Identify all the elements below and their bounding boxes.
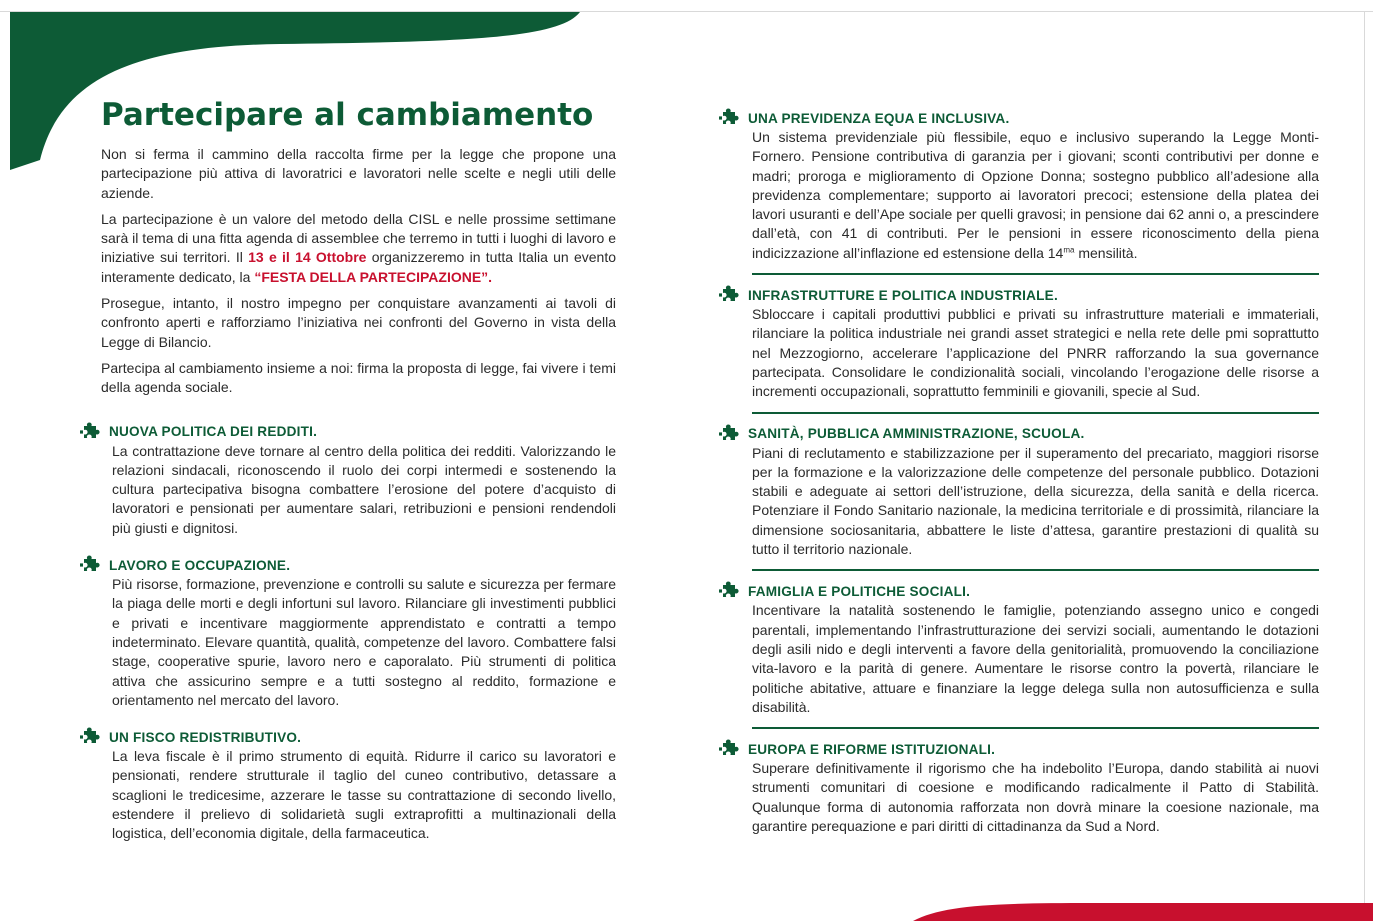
puzzle-icon bbox=[77, 422, 103, 442]
section-body: Piani di reclutamento e stabilizzazione per il superamento del precariato, maggiori risorse per la formazione e la valorizzazione delle competenze del personale pubblico. Dotazioni stabili e adeguate ai settori dell’istruzione, della sicurezza, della sanità e della ricerca. Potenziare il Fondo Sanitario nazionale, la medicina territoriale e di prossimità, rilanciare la dimensione sociosanitaria, abbattere le liste d’attesa, garantire prestazioni di qualità su tutto il territorio nazionale. bbox=[752, 444, 1319, 558]
section-title: FAMIGLIA E POLITICHE SOCIALI. bbox=[748, 583, 971, 599]
section-title: NUOVA POLITICA DEI REDDITI. bbox=[109, 424, 318, 440]
puzzle-icon bbox=[716, 581, 742, 601]
section-title: INFRASTRUTTURE E POLITICA INDUSTRIALE. bbox=[748, 287, 1058, 303]
section-body: Superare definitivamente il rigorismo che ha indebolito l’Europa, dando stabilità ai nuovi strumenti comunitari di coesione e modificando radicalmente il Patto di Stabilità. Qualunque forma di autonomia rafforzata non dovrà minare la coesione nazionale, ma garantire perequazione e pari diritti di cittadinanza da Sud a Nord. bbox=[752, 760, 1319, 835]
event-name: “FESTA DELLA PARTECIPAZIONE”. bbox=[254, 268, 493, 285]
intro-paragraph-2 bbox=[101, 210, 616, 287]
section-title: SANITÀ, PUBBLICA AMMINISTRAZIONE, SCUOLA. bbox=[748, 426, 1085, 442]
left-column bbox=[101, 145, 616, 861]
section-body bbox=[716, 128, 1319, 263]
section-fisco-redistributivo bbox=[101, 727, 616, 843]
page-right-border bbox=[1364, 11, 1365, 921]
section-divider bbox=[752, 727, 1319, 729]
puzzle-icon bbox=[716, 739, 742, 759]
section-body: La leva fiscale è il primo strumento di equità. Ridurre il carico su lavoratori e pensionati, rendere strutturale il taglio del cuneo contributivo, detassare a scaglioni le tredicesime, azzerare le tasse su contrattazione di secondo livello, estendere il prelievo di solidarietà sugli extraprofitti a multinazionali della logistica, dell’economia digitale, della farmaceutica. bbox=[112, 748, 616, 842]
section-body: La contrattazione deve tornare al centro della politica dei redditi. Valorizzando le relazioni sindacali, riconoscendo il ruolo dei corpi intermedi e sostenendo la cultura partecipativa bisogna combattere l’erosione del potere d’acquisto di lavoratori e pensionati per aumentare salari, retribuzioni e pensioni rendendoli più giusti e dignitosi. bbox=[112, 442, 616, 536]
section-heading bbox=[716, 739, 1319, 759]
section-heading bbox=[716, 424, 1319, 444]
puzzle-icon bbox=[77, 555, 103, 575]
puzzle-icon bbox=[716, 285, 742, 305]
section-heading bbox=[77, 555, 616, 575]
intro-paragraph-1: Non si ferma il cammino della raccolta firme per la legge che propone una partecipazione più attiva di lavoratrici e lavoratori nelle scelte e negli utili delle aziende. bbox=[101, 146, 616, 201]
section-heading bbox=[77, 727, 616, 747]
section-title: UN FISCO REDISTRIBUTIVO. bbox=[109, 729, 302, 745]
section-body-end: mensilità. bbox=[1074, 244, 1138, 261]
right-column bbox=[716, 108, 1319, 836]
section-heading bbox=[716, 581, 1319, 601]
intro-paragraph-2-text-2: organizzeremo in tutta Italia un evento interamente dedicato, la bbox=[101, 249, 616, 285]
section-heading bbox=[77, 422, 616, 442]
section-title: LAVORO E OCCUPAZIONE. bbox=[109, 557, 291, 573]
section-heading bbox=[716, 285, 1319, 305]
intro-paragraph-4: Partecipa al cambiamento insieme a noi: firma la proposta di legge, fai vivere i temi della agenda sociale. bbox=[101, 359, 616, 396]
section-lavoro-occupazione bbox=[101, 555, 616, 710]
section-divider bbox=[752, 273, 1319, 275]
red-corner-decoration bbox=[913, 897, 1373, 921]
intro-paragraph-3: Prosegue, intanto, il nostro impegno per conquistare avanzamenti ai tavoli di confronto aperti e rafforziamo l’iniziativa nei confronti del Governo in vista della Legge di Bilancio. bbox=[101, 295, 616, 350]
puzzle-icon bbox=[77, 727, 103, 747]
superscript-ma: ma bbox=[1063, 245, 1075, 255]
section-nuova-politica-redditi bbox=[101, 422, 616, 538]
section-body: Incentivare la natalità sostenendo le famiglie, potenziando assegno unico e congedi parentali, implementando l’infrastrutturazione dei servizi sociali, aumentando le dotazioni degli asili nido e degli interventi a favore della genitorialità, promuovendo la conciliazione vita-lavoro e la parità di genere. Aumentare le risorse contro la povertà, rilanciare le politiche abitative, attuare e finanziare la legge delega sulla non autosufficienza e sulla disabilità. bbox=[752, 602, 1319, 715]
section-europa bbox=[716, 739, 1319, 836]
page-title: Partecipare al cambiamento bbox=[101, 97, 594, 133]
section-sanita bbox=[716, 424, 1319, 560]
section-infrastrutture bbox=[716, 285, 1319, 401]
section-title: UNA PREVIDENZA EQUA E INCLUSIVA. bbox=[748, 110, 1010, 126]
event-dates: 13 e il 14 Ottobre bbox=[248, 249, 367, 266]
section-divider bbox=[752, 412, 1319, 414]
puzzle-icon bbox=[716, 108, 742, 128]
section-divider bbox=[752, 569, 1319, 571]
section-body-text: Un sistema previdenziale più flessibile, equo e inclusivo superando la Legge Monti-Fornero. Pensione contributiva di garanzia per i giovani; sconti contributivi per donne e madri; proroga e miglioramento di Opzione Donna; sostegno pubblico all’adesione alla previdenza complementare; supporto ai lavoratori precoci; estensione della platea dei lavori usuranti e dell’Ape sociale per quelli gravosi; in pensione dai 62 anni o, a prescindere dall’età, con 41 di contributi. Per le pensioni in essere riconoscimento della piena indicizzazione all’inflazione ed estensione della 14 bbox=[752, 129, 1319, 261]
intro-paragraph-2-text: La partecipazione è un valore del metodo della CISL e nelle prossime settimane sarà il tema di una fitta agenda di assemblee che terremo in tutti i luoghi di lavoro e iniziative sui territori. Il bbox=[101, 210, 616, 266]
puzzle-icon bbox=[716, 424, 742, 444]
section-body: Più risorse, formazione, prevenzione e controlli su salute e sicurezza per fermare la piaga delle morti e degli infortuni sul lavoro. Rilanciare gli investimenti pubblici e privati e incentivare maggiormente apprendistato e contratti a tempo indeterminato. Elevare quantità, qualità, competenze del lavoro. Combattere falsi stage, cooperative spurie, lavoro nero e caporalato. Più strumenti di politica attiva che assicurino sempre e a tutti sostegno al reddito, formazione e orientamento nel mercato del lavoro. bbox=[112, 576, 616, 708]
section-heading bbox=[716, 108, 1319, 128]
section-famiglia bbox=[716, 581, 1319, 717]
section-body: Sbloccare i capitali produttivi pubblici e privati su infrastrutture materiali e immateriali, rilanciare la politica industriale nei grandi asset strategici e nella rete delle pmi soprattutto nel Mezzogiorno, accelerare l’applicazione del PNRR rafforzando la sua governance partecipata. Consolidare le condizionalità sociali, vincolando l’erogazione delle risorse a incrementi occupazionali, soprattutto femminili e giovanili, specie al Sud. bbox=[752, 306, 1319, 400]
section-previdenza bbox=[716, 108, 1319, 263]
section-title: EUROPA E RIFORME ISTITUZIONALI. bbox=[748, 741, 996, 757]
